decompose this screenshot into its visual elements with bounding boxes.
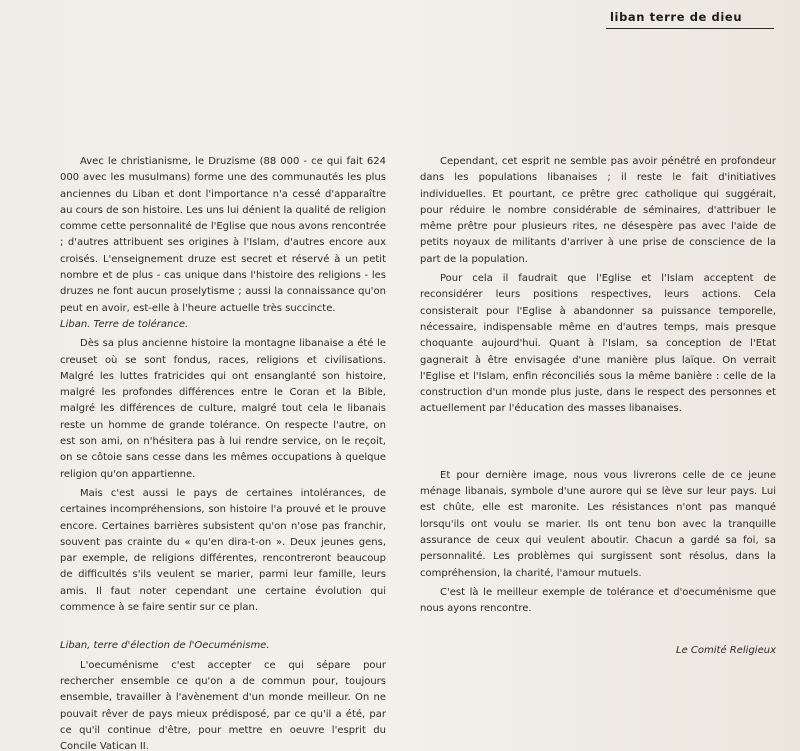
left-column: [60, 154, 386, 751]
paragraph-druzisme: Avec le christianisme, le Druzisme (88 000 - ce qui fait 624 000 avec les musulmans) forme une des communautés les plus anciennes du Liban et dont l'importance n'a cessé d'apparaître au cours de son histoire. Les uns lui dénient la qualité de religion comme cette personnalité de l'Eglise que nous avons rencontrée ; d'autres attribuent ses origines à l'Islam, d'autres encore aux croisés. L'enseignement druze est secret et réservé à un petit nombre et de plus - cas unique dans l'histoire des religions - les druzes ne font aucun proselytisme ; aussi la connaissance qu'on peut en avoir, est-elle à l'heure actuelle très succincte.: [60, 156, 387, 314]
signature: Le Comité Religieux: [676, 645, 776, 657]
header-rule: [606, 28, 774, 29]
paragraph-derniere-image: Et pour dernière image, nous vous livrerons celle de ce jeune ménage libanais, symbole d'une aurore qui se lève sur leur pays. Lui est chûte, elle est maronite. Les résistances n'ont pas manqué lorsqu'ils ont voulu se marier. Ils ont tenu bon avec la tranquille assurance de ceux qui veulent aboutir. Chacun a gardé sa foi, sa personnalité. Les problèmes qui surgissent sont résolus, dans la compréhension, la charité, l'amour mutuels.: [420, 469, 776, 579]
running-header: liban terre de dieu: [610, 10, 743, 24]
subheading-oecumenisme: Liban, terre d'élection de l'Oecuménisme.: [60, 640, 270, 652]
paragraph-cependant: Cependant, cet esprit ne semble pas avoir pénétré en profondeur dans les populations libanaises ; il reste le fait d'initiatives individuelles. Et pourtant, ce prêtre grec catholique qui suggérait, pour réduire le nombre considérable de séminaires, d'attribuer le même prêtre pour plusieurs rites, ne désespère pas avec l'aide de petits noyaux de militants d'arriver à une prise de conscience de la part de la population.: [420, 156, 776, 265]
paragraph-meilleur-exemple: C'est là le meilleur exemple de tolérance et d'oecuménisme que nous ayons rencontre.: [420, 586, 776, 615]
subheading-tolerance: Liban. Terre de tolérance.: [60, 318, 189, 330]
paragraph-tolerance: Dès sa plus ancienne histoire la montagne libanaise a été le creuset où se sont fondus, races, religions et civilisations. Malgré les luttes fratricides qui ont ensanglanté son histoire, malgré les profondes différences entre le Coran et la Bible, malgré les différences de culture, malgré tout cela le libanais reste un homme de grande tolérance. On respecte l'autre, on est son ami, on n'hésitera pas à lui rendre service, on le reçoit, on se côtoie sans cesse dans les mêmes occupations à quelque religion qu'on appartienne.: [60, 338, 386, 480]
right-column: [420, 154, 776, 660]
paragraph-intolerance: Mais c'est aussi le pays de certaines intolérances, de certaines incompréhensions, son histoire l'a prouvé et le prouve encore. Certaines barrières subsistent qu'on n'ose pas franchir, souvent pas crainte du « qu'en dira-t-on ». Deux jeunes gens, par exemple, de religions différentes, rencontreront beaucoup de difficultés s'ils veulent se marier, parmi leur famille, leurs amis. Il faut noter cependant une certaine évolution qui commence à se faire sentir sur ce plan.: [60, 487, 386, 614]
paragraph-oecumenisme: L'oecuménisme c'est accepter ce qui sépare pour rechercher ensemble ce qu'on a de commun pour, toujours ensemble, travailler à l'avènement d'un monde meilleur. On ne pouvait rêver de pays mieux prédisposé, par ce qu'il a été, par ce qu'il continue d'être, pour mettre en oeuvre l'esprit du Concile Vatican II.: [60, 659, 386, 751]
paragraph-eglise-islam: Pour cela il faudrait que l'Eglise et l'Islam acceptent de reconsidérer leurs positions respectives, leurs actions. Cela consisterait pour l'Eglise à abandonner sa puissance temporelle, nécessaire, indispensable même en d'autres temps, mais presque choquante aujourd'hui. Quant à l'Islam, sa conception de l'Etat gagnerait à être envisagée d'une manière plus laïque. On verrait l'Eglise et l'Islam, enfin réconciliés sous la même banière : celle de la construction d'un monde plus juste, dans le respect des personnes et actuellement par l'éducation des masses libanaises.: [420, 273, 776, 415]
